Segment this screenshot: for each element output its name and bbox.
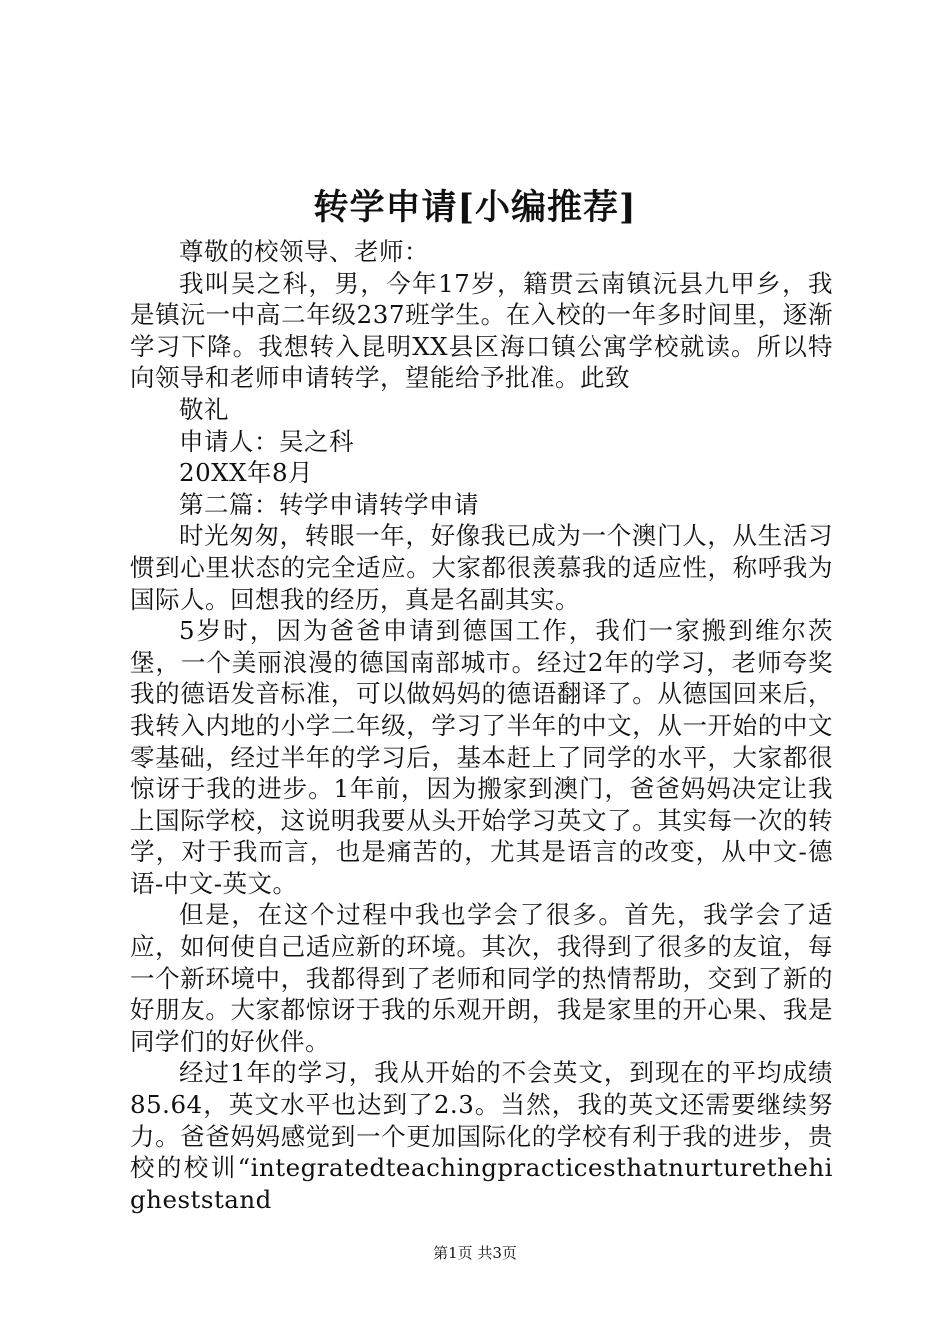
section-heading: 第二篇：转学申请转学申请 (179, 489, 479, 519)
date-line: 20XX年8月 (179, 458, 314, 488)
page-number: 第1页 共3页 (433, 1244, 517, 1262)
paragraph: 时光匆匆，转眼一年，好像我已成为一个澳门人，从生活习惯到心里状态的完全适应。大家都很羡慕我的适应性，称呼我为国际人。回想我的经历，真是名副其实。 (130, 521, 833, 614)
applicant-line: 申请人：吴之科 (179, 426, 354, 456)
paragraph: 5岁时，因为爸爸申请到德国工作，我们一家搬到维尔茨堡，一个美丽浪漫的德国南部城市。经过2年的学习，老师夸奖我的德语发音标准，可以做妈妈的德语翻译了。从德国回来后，我转入内地的小学二年级，学习了半年的中文，从一开始的中文零基础，经过半年的学习后，基本赶上了同学的水平，大家都很惊讶于我的进步。1年前，因为搬家到澳门，爸爸妈妈决定让我上国际学校，这说明我要从头开始学习英文了。其实每一次的转学，对于我而言，也是痛苦的，尤其是语言的改变，从中文-德语-中文-英文。 (130, 616, 833, 898)
closing-respect: 敬礼 (179, 394, 229, 424)
salutation: 尊敬的校领导、老师： (179, 237, 429, 266)
paragraph-intro: 我叫吴之科，男，今年17岁，籍贯云南镇沅县九甲乡，我是镇沅一中高二年级237班学生。在入校的一年多时间里，逐渐学习下降。我想转入昆明XX县区海口镇公寓学校就读。所以特向领导和老师申请转学，望能给予批准。此致 (130, 268, 833, 393)
document-body (130, 236, 833, 1215)
paragraph: 但是，在这个过程中我也学会了很多。首先，我学会了适应，如何使自己适应新的环境。其次，我得到了很多的友谊，每一个新环境中，我都得到了老师和同学的热情帮助，交到了新的好朋友。大家都惊讶于我的乐观开朗，我是家里的开心果、我是同学们的好伙伴。 (130, 900, 833, 1056)
paragraph: 经过1年的学习，我从开始的不会英文，到现在的平均成绩85.64，英文水平也达到了2.3。当然，我的英文还需要继续努力。爸爸妈妈感觉到一个更加国际化的学校有利于我的进步，贵校的校训“integratedteachingpracticesthatnurturethehigheststand (130, 1058, 833, 1214)
document-title: 转学申请[小编推荐] (313, 187, 637, 228)
